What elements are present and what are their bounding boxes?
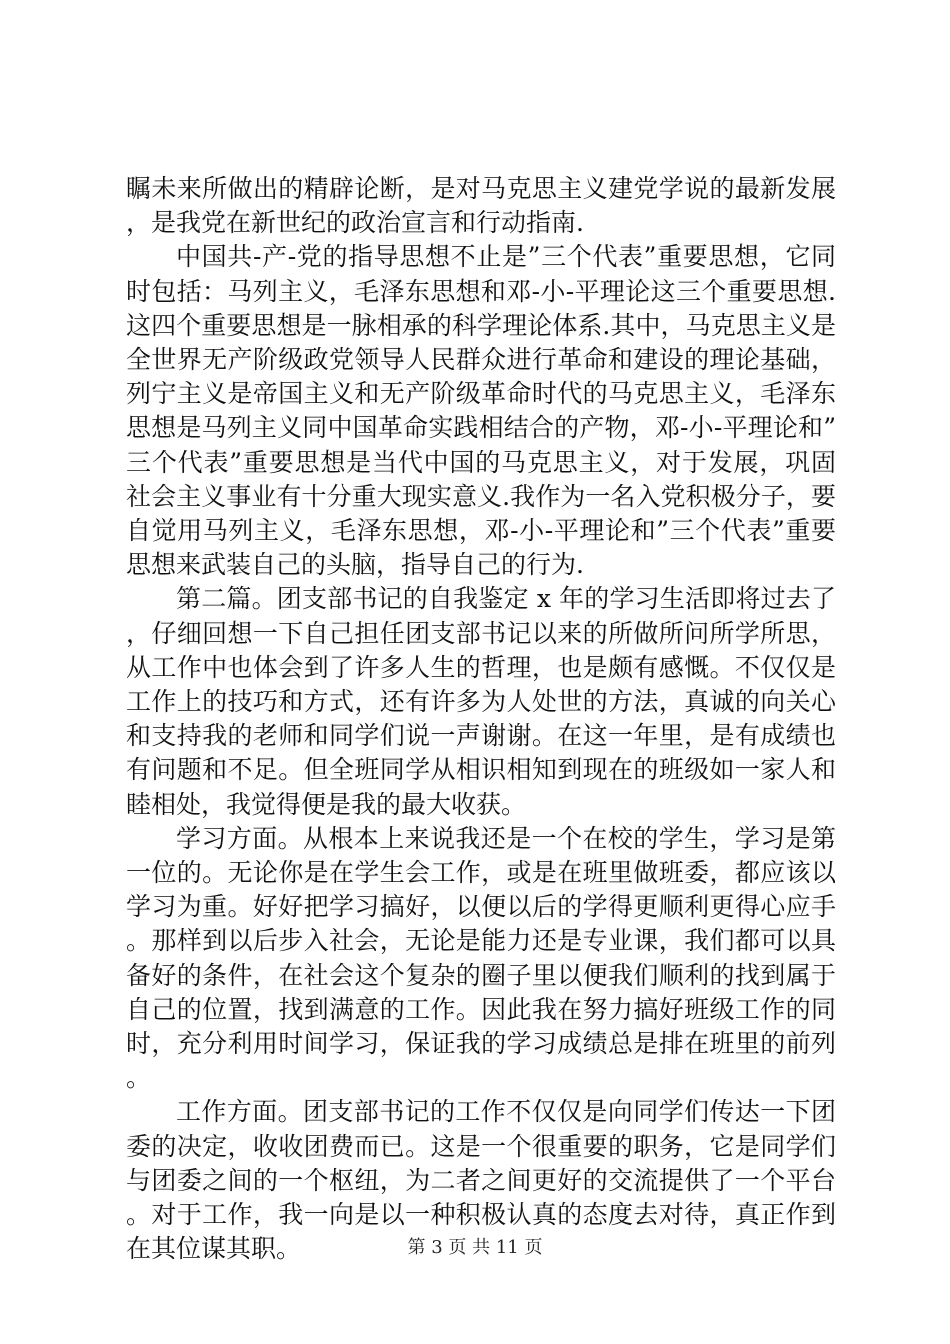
- page-number-footer: 第 3 页 共 11 页: [407, 1237, 543, 1258]
- paragraph-study: 学习方面。从根本上来说我还是一个在校的学生，学习是第一位的。无论你是在学生会工作，或是在班里做班委，都应该以学习为重。好好把学习搞好，以便以后的学得更顺利更得心应手。那样到以后步入社会，无论是能力还是专业课，我们都可以具备好的条件，在社会这个复杂的圈子里以便我们顺利的找到属于自己的位置，找到满意的工作。因此我在努力搞好班级工作的同时，充分利用时间学习，保证我的学习成绩总是排在班里的前列。: [126, 823, 836, 1093]
- paragraph-continuation: 瞩未来所做出的精辟论断，是对马克思主义建党学说的最新发展，是我党在新世纪的政治宣言和行动指南.: [126, 174, 836, 238]
- paragraph-self-assessment: 第二篇。团支部书记的自我鉴定 x 年的学习生活即将过去了，仔细回想一下自己担任团支部书记以来的所做所问所学所思，从工作中也体会到了许多人生的哲理，也是颇有感慨。不仅仅是工作上的技巧和方式，还有许多为人处世的方法，真诚的向关心和支持我的老师和同学们说一声谢谢。在这一年里，是有成绩也有问题和不足。但全班同学从相识相知到现在的班级如一家人和睦相处，我觉得便是我的最大收获。: [126, 584, 836, 819]
- document-body: [126, 172, 836, 1267]
- paragraph-work: 工作方面。团支部书记的工作不仅仅是向同学们传达一下团委的决定，收收团费而已。这是一个很重要的职务，它是同学们与团委之间的一个枢纽，为二者之间更好的交流提供了一个平台。对于工作，我一向是以一种积极认真的态度去对待，真正作到在其位谋其职。: [126, 1097, 836, 1264]
- paragraph-guiding-thought: 中国共-产-党的指导思想不止是”三个代表”重要思想，它同时包括：马列主义，毛泽东思想和邓-小-平理论这三个重要思想.这四个重要思想是一脉相承的科学理论体系.其中，马克思主义是全世界无产阶级政党领导人民群众进行革命和建设的理论基础，列宁主义是帝国主义和无产阶级革命时代的马克思主义，毛泽东思想是马列主义同中国革命实践相结合的产物，邓-小-平理论和”三个代表”重要思想是当代中国的马克思主义，对于发展，巩固社会主义事业有十分重大现实意义.我作为一名入党积极分子，要自觉用马列主义，毛泽东思想，邓-小-平理论和”三个代表”重要思想来武装自己的头脑，指导自己的行为.: [126, 242, 836, 580]
